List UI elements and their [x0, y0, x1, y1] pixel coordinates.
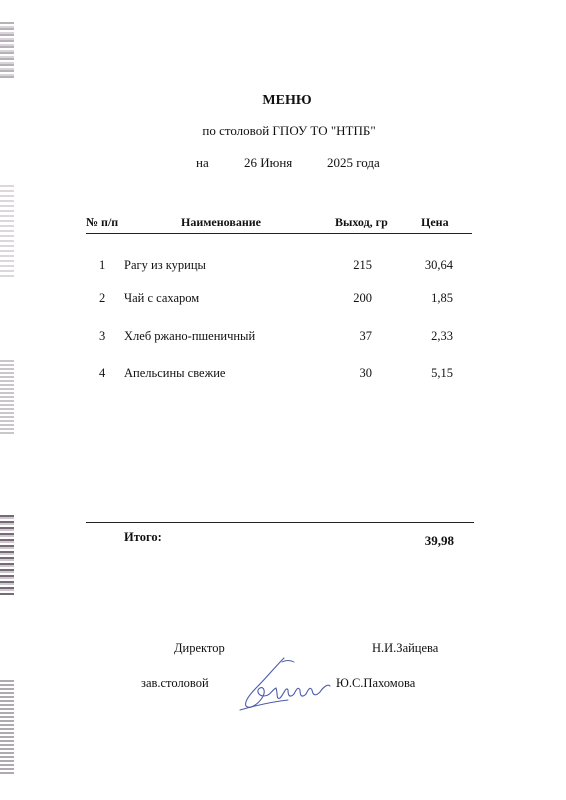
date-day: 26 Июня — [244, 155, 293, 170]
row-output: 200 — [353, 291, 372, 305]
scan-artifact — [0, 680, 14, 775]
row-output: 215 — [353, 258, 372, 272]
row-output: 37 — [359, 329, 372, 343]
row-price: 1,85 — [431, 291, 453, 305]
table-row — [0, 291, 566, 309]
header-price: Цена — [421, 215, 449, 229]
header-output: Выход, гр — [335, 215, 388, 229]
row-name: Апельсины свежие — [124, 366, 226, 380]
total-divider — [86, 522, 474, 523]
scan-artifact — [0, 22, 14, 80]
table-divider — [86, 233, 472, 234]
row-price: 2,33 — [431, 329, 453, 343]
table-row — [0, 258, 566, 276]
director-name: Н.И.Зайцева — [372, 641, 439, 655]
total-label: Итого: — [124, 530, 162, 544]
row-num: 4 — [99, 366, 106, 380]
date-year: 2025 года — [327, 155, 380, 170]
document-title: МЕНЮ — [262, 93, 312, 108]
document-subtitle: по столовой ГПОУ ТО "НТПБ" — [202, 123, 376, 138]
canteen-head-name: Ю.С.Пахомова — [336, 676, 416, 690]
row-num: 3 — [99, 329, 106, 343]
director-label: Директор — [174, 641, 225, 655]
table-row — [0, 329, 566, 347]
row-name: Чай с сахаром — [124, 291, 200, 305]
row-output: 30 — [359, 366, 372, 380]
row-name: Хлеб ржано-пшеничный — [124, 329, 256, 343]
date-prefix: на — [196, 155, 209, 170]
total-value: 39,98 — [424, 533, 454, 548]
header-name: Наименование — [181, 215, 261, 229]
row-num: 2 — [99, 291, 106, 305]
row-price: 5,15 — [431, 366, 453, 380]
scan-artifact — [0, 515, 14, 595]
handwritten-signature — [236, 656, 332, 712]
header-num: № п/п — [86, 215, 119, 229]
canteen-head-label: зав.столовой — [141, 676, 209, 690]
row-num: 1 — [99, 258, 106, 272]
row-price: 30,64 — [424, 258, 453, 272]
table-row — [0, 366, 566, 384]
row-name: Рагу из курицы — [124, 258, 206, 272]
